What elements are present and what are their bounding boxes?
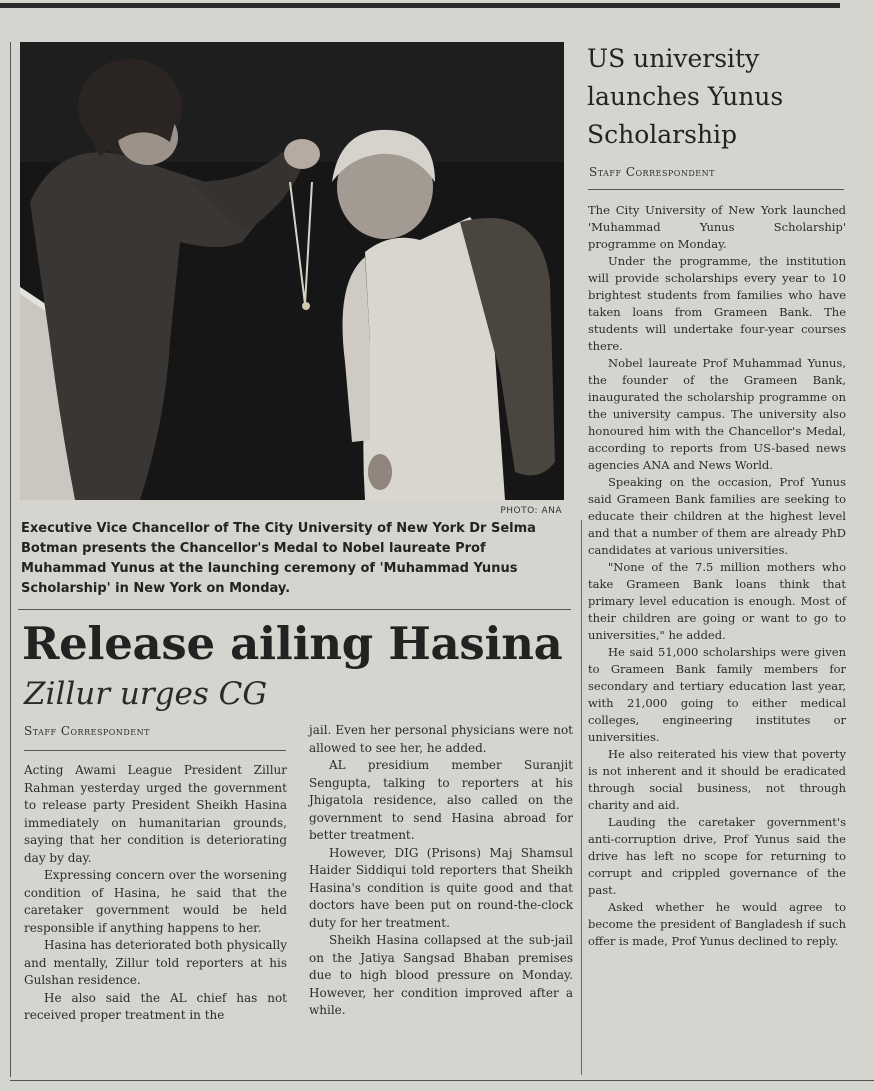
paragraph: Expressing concern over the worsening condition of Hasina, he said that the caretaker government would be held responsible if anything happens to her.	[24, 868, 287, 935]
paragraph: Under the programme, the institution will provide scholarships every year to 10 brightest students from families who have taken loans from Grameen Bank. The students will undertake four-year courses there.	[588, 254, 846, 353]
side-byline-rule	[588, 189, 844, 190]
side-story-column	[588, 202, 846, 950]
photo-caption: Executive Vice Chancellor of The City University of New York Dr Selma Botman presents the Chancellor's Medal to Nobel laureate Prof Muhammad Yunus at the launching ceremony of 'Muhammad Yunus Scholarship' in New York on Monday.	[21, 521, 536, 596]
main-byline: Staff Correspondent	[24, 724, 150, 738]
byline-rule	[24, 750, 286, 751]
paragraph: Speaking on the occasion, Prof Yunus said Grameen Bank families are seeking to educate their children at the highest level and that a number of them are already PhD candidates at various universities.	[588, 475, 846, 557]
paragraph: He also reiterated his view that poverty is not inherent and it should be eradicated through social business, not through charity and aid.	[588, 747, 846, 812]
main-headline: Release ailing Hasina	[22, 617, 563, 670]
main-subhead: Zillur urges CG	[24, 676, 268, 712]
paragraph: AL presidium member Suranjit Sengupta, talking to reporters at his Jhigatola residence, also called on the government to send Hasina abroad for better treatment.	[309, 758, 573, 842]
paragraph: Nobel laureate Prof Muhammad Yunus, the founder of the Grameen Bank, inaugurated the scholarship programme on the university campus. The university also honoured him with the Chancellor's Medal, according to reports from US-based news agencies ANA and News World.	[588, 356, 846, 472]
paragraph: Asked whether he would agree to become the president of Bangladesh if such offer is made, Prof Yunus declined to reply.	[588, 900, 846, 948]
side-headline: US university launches Yunus Scholarship	[587, 44, 784, 149]
paragraph: Lauding the caretaker government's anti-corruption drive, Prof Yunus said the drive has left no scope for returning to corrupt and crippled governance of the past.	[588, 815, 846, 897]
bottom-rule	[10, 1080, 874, 1081]
top-rule	[0, 3, 840, 8]
paragraph: Sheikh Hasina collapsed at the sub-jail on the Jatiya Sangsad Bhaban premises due to high blood pressure on Monday. However, her condition improved after a while.	[309, 933, 573, 1017]
side-byline: Staff Correspondent	[589, 165, 715, 179]
paragraph: The City University of New York launched 'Muhammad Yunus Scholarship' programme on Monday.	[588, 203, 846, 251]
paragraph: He said 51,000 scholarships were given to Grameen Bank family members for secondary and tertiary education last year, with 21,000 going to either medical colleges, engineering institutes or universities.	[588, 645, 846, 744]
main-story-column-1	[24, 762, 287, 1025]
main-story-column-2	[309, 722, 573, 1020]
paragraph: He also said the AL chief has not received proper treatment in the	[24, 990, 287, 1022]
caption-rule	[18, 609, 571, 610]
column-separator	[581, 520, 582, 1075]
paragraph: However, DIG (Prisons) Maj Shamsul Haider Siddiqui told reporters that Sheikh Hasina's condition is quite good and that doctors have been put on round-the-clock duty for her treatment.	[309, 845, 573, 930]
paragraph: jail. Even her personal physicians were not allowed to see her, he added.	[309, 723, 573, 755]
paragraph: Hasina has deteriorated both physically and mentally, Zillur told reporters at his Gulshan residence.	[24, 938, 287, 987]
paragraph: Acting Awami League President Zillur Rahman yesterday urged the government to release party President Sheikh Hasina immediately on humanitarian grounds, saying that her condition is deteriorating day by day.	[24, 763, 287, 865]
paragraph: "None of the 7.5 million mothers who take Grameen Bank loans think that primary level education is enough. Most of their children are going or want to go to universities," he added.	[588, 560, 846, 642]
news-photo	[20, 42, 564, 500]
photo-credit: PHOTO: ANA	[500, 506, 562, 516]
left-column-rule	[10, 42, 11, 1077]
